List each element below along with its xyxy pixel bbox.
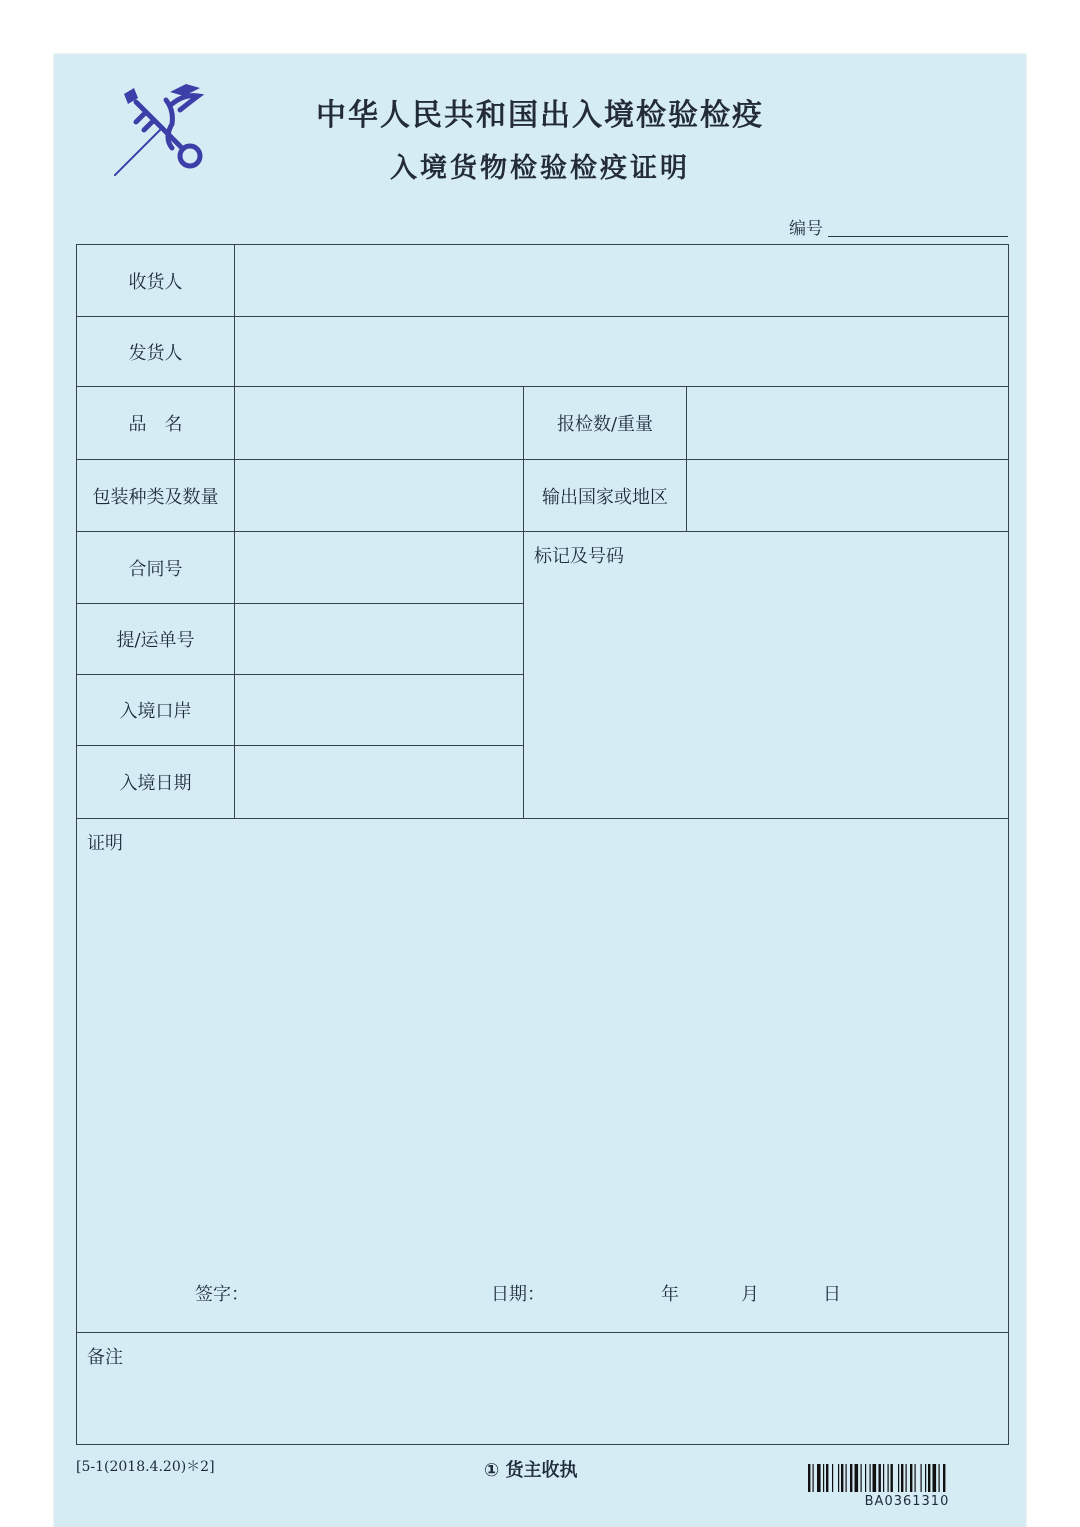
barcode-bar <box>838 1464 839 1492</box>
product-name-field[interactable] <box>235 387 524 460</box>
signature-label: 签字： <box>195 1284 249 1305</box>
consignor-field[interactable] <box>235 317 1009 387</box>
barcode-bar <box>939 1464 940 1492</box>
barcode-bar <box>855 1464 859 1492</box>
certification-label: 证明 <box>87 833 123 854</box>
serial-number-field[interactable] <box>828 236 1008 237</box>
barcode-bar <box>915 1464 916 1492</box>
day-label: 日 <box>823 1284 841 1305</box>
barcode-bar <box>928 1464 930 1492</box>
barcode-bar <box>841 1464 843 1492</box>
barcode-bar <box>901 1464 903 1492</box>
barcode-icon <box>808 1464 1006 1492</box>
bl-no-label: 提/运单号 <box>77 604 235 675</box>
barcode-bar <box>888 1464 889 1492</box>
barcode-bar <box>813 1464 814 1492</box>
packing-field[interactable] <box>235 460 524 532</box>
marks-numbers-label: 标记及号码 <box>534 546 624 567</box>
export-country-field[interactable] <box>687 460 1009 532</box>
declared-qty-label: 报检数/重量 <box>524 387 687 460</box>
remarks-label: 备注 <box>87 1347 123 1368</box>
barcode-bar <box>933 1464 937 1492</box>
copy-label: ① 货主收执 <box>484 1460 578 1481</box>
bl-no-field[interactable] <box>235 604 524 675</box>
contract-no-field[interactable] <box>235 532 524 604</box>
barcode-bar <box>925 1464 926 1492</box>
barcode-bar <box>910 1464 912 1492</box>
barcode-bar <box>879 1464 881 1492</box>
barcode-bar <box>817 1464 821 1492</box>
barcode-bar <box>906 1464 907 1492</box>
barcode-bar <box>865 1464 866 1492</box>
packing-label: 包装种类及数量 <box>77 460 235 532</box>
barcode-bar <box>873 1464 877 1492</box>
consignee-field[interactable] <box>235 245 1009 317</box>
month-label: 月 <box>741 1284 759 1305</box>
date-label: 日期： <box>491 1284 545 1305</box>
declared-qty-field[interactable] <box>687 387 1009 460</box>
barcode-bar <box>808 1464 810 1492</box>
document-title: 入境货物检验检疫证明 <box>390 153 690 184</box>
barcode-bar <box>921 1464 922 1492</box>
export-country-label: 输出国家或地区 <box>524 460 687 532</box>
product-name-label: 品 名 <box>77 387 235 460</box>
remarks-cell[interactable] <box>77 1333 1009 1445</box>
form-code: [5-1(2018.4.20)＊2] <box>76 1459 215 1475</box>
consignor-label: 发货人 <box>77 317 235 387</box>
barcode-bar <box>883 1464 884 1492</box>
entry-date-field[interactable] <box>235 746 524 819</box>
entry-date-label: 入境日期 <box>77 746 235 819</box>
entry-port-field[interactable] <box>235 675 524 746</box>
marks-numbers-cell[interactable] <box>524 532 1009 819</box>
barcode-bar <box>898 1464 899 1492</box>
certification-cell[interactable] <box>77 819 1009 1333</box>
barcode-bar <box>826 1464 828 1492</box>
contract-no-label: 合同号 <box>77 532 235 604</box>
barcode-bar <box>891 1464 893 1492</box>
barcode-bar <box>850 1464 852 1492</box>
entry-port-label: 入境口岸 <box>77 675 235 746</box>
barcode-bar <box>870 1464 871 1492</box>
barcode-bar <box>832 1464 833 1492</box>
barcode-bar <box>846 1464 847 1492</box>
barcode-bar <box>943 1464 945 1492</box>
barcode-bar <box>823 1464 824 1492</box>
year-label: 年 <box>661 1284 679 1305</box>
certificate-form-table <box>76 244 1009 1445</box>
consignee-label: 收货人 <box>77 245 235 317</box>
form-sheet <box>54 54 1026 1527</box>
signature-row <box>77 1280 1008 1304</box>
barcode-bar <box>861 1464 862 1492</box>
serial-number-label: 编号 <box>789 219 823 239</box>
barcode-number: BA0361310 <box>864 1494 950 1509</box>
authority-title: 中华人民共和国出入境检验检疫 <box>316 98 764 133</box>
